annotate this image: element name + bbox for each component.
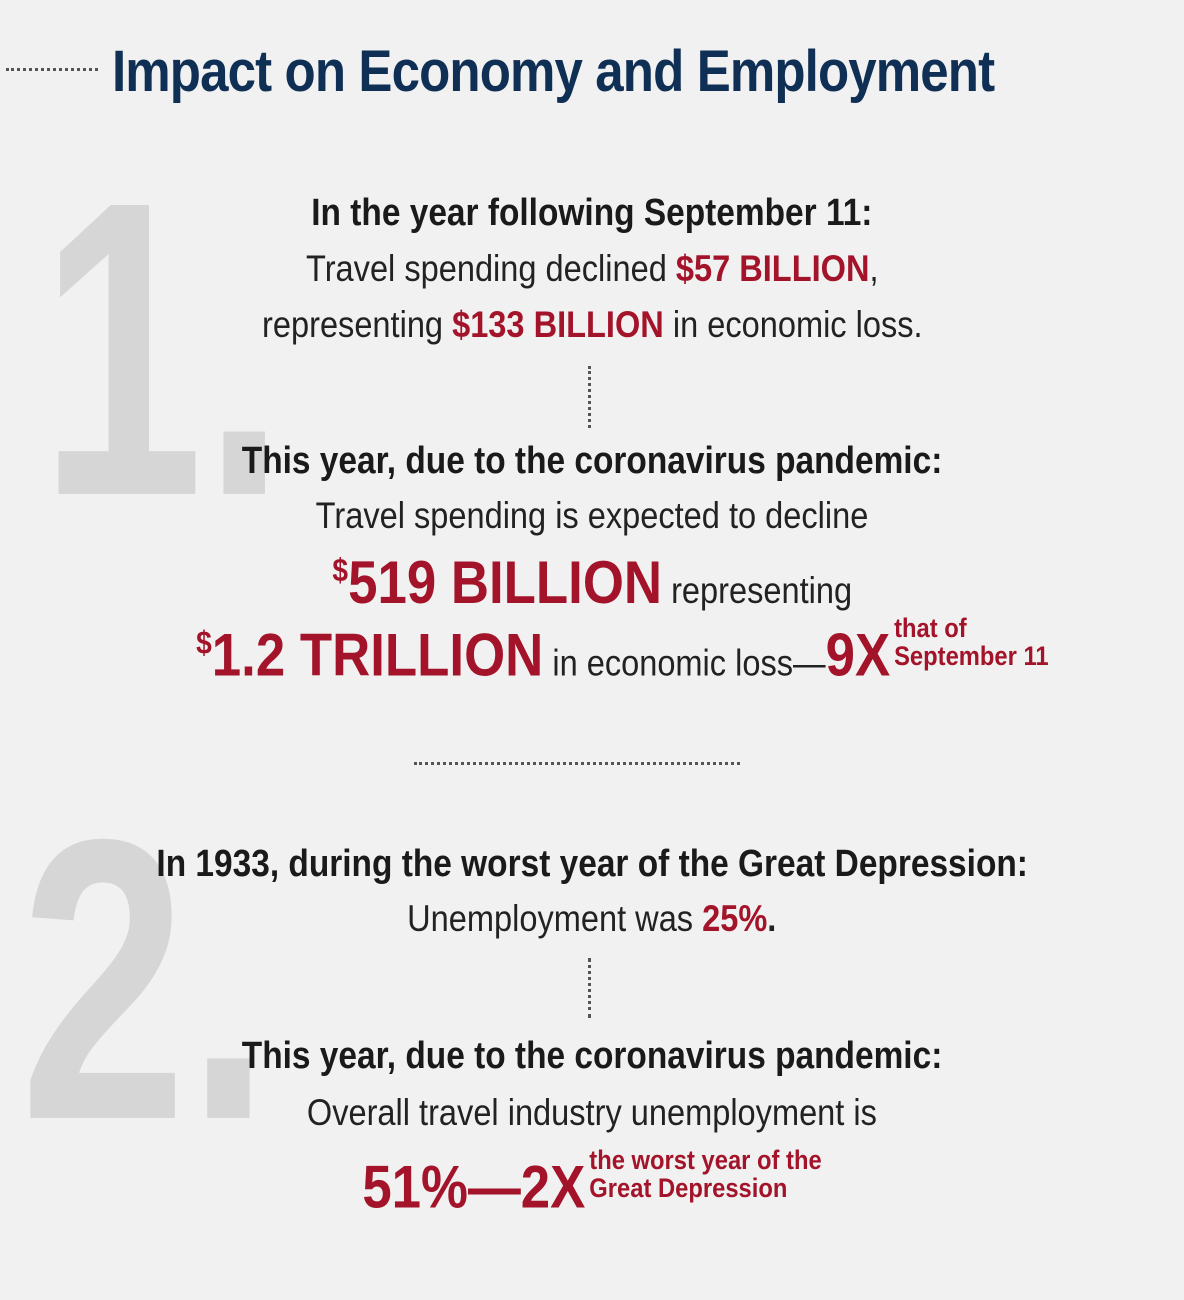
s1-now-text2: in economic loss— xyxy=(542,642,826,684)
page-title: Impact on Economy and Employment xyxy=(112,39,995,104)
s1-past-line2 xyxy=(0,304,1184,346)
s2-past-post: . xyxy=(767,898,777,939)
s1-past-line1-post: , xyxy=(869,248,879,289)
s1-vertical-divider xyxy=(588,366,591,428)
s2-past-line xyxy=(0,898,1184,940)
s2-note xyxy=(589,1146,821,1203)
s1-now-lead: This year, due to the coronavirus pandemic: xyxy=(241,440,943,482)
s1-past-line1-text: Travel spending declined xyxy=(305,248,676,289)
s2-past-lead: In 1933, during the worst year of the Great Depression: xyxy=(156,843,1028,885)
s1-multiplier: 9X xyxy=(825,621,890,689)
s1-now-line1: Travel spending is expected to decline xyxy=(315,495,869,536)
s2-note-line1: the worst year of the xyxy=(589,1145,822,1175)
s2-past-lead-row xyxy=(0,843,1184,886)
s1-note-line1: that of xyxy=(893,613,967,643)
s1-note-line2: September 11 xyxy=(893,641,1049,672)
s1-multiplier-note xyxy=(894,614,1049,671)
s1-dollar-sign-2: $ xyxy=(195,624,212,661)
s2-now-value-51: 51%—2X xyxy=(362,1153,586,1221)
s1-now-line2 xyxy=(0,548,1184,617)
s1-now-text1: representing xyxy=(661,570,852,611)
section-2-number: 2. xyxy=(20,756,271,1203)
s2-now-lead: This year, due to the coronavirus pandemic: xyxy=(241,1035,943,1077)
s1-past-value-133: $133 BILLION xyxy=(451,304,664,345)
s1-now-line3 xyxy=(30,614,1184,689)
s1-now-value-1-2-trillion: 1.2 TRILLION xyxy=(211,621,543,689)
s1-past-line2-post: in economic loss. xyxy=(663,304,923,345)
s2-past-value-25: 25% xyxy=(702,898,768,939)
s2-now-line1-row xyxy=(0,1092,1184,1134)
s2-vertical-divider xyxy=(588,958,591,1018)
s2-past-text: Unemployment was xyxy=(407,898,703,939)
s1-past-lead: In the year following September 11: xyxy=(311,192,873,234)
s2-now-line1: Overall travel industry unemployment is xyxy=(306,1092,878,1133)
s2-now-lead-row xyxy=(0,1035,1184,1078)
s1-past-lead-row xyxy=(0,192,1184,235)
section-1-number: 1. xyxy=(40,115,286,584)
s1-now-value-519: 519 BILLION xyxy=(347,549,662,616)
s1-now-lead-row xyxy=(0,440,1184,483)
s1-past-line2-text: representing xyxy=(261,304,452,345)
section-divider xyxy=(414,762,740,765)
s1-past-value-57: $57 BILLION xyxy=(675,248,870,289)
s2-note-line2: Great Depression xyxy=(589,1173,788,1204)
s1-dollar-sign: $ xyxy=(332,552,348,588)
s2-now-line2 xyxy=(0,1146,1184,1221)
title-dotted-rule xyxy=(6,68,98,71)
s1-past-line1 xyxy=(0,248,1184,290)
s1-now-line1-row xyxy=(0,495,1184,537)
